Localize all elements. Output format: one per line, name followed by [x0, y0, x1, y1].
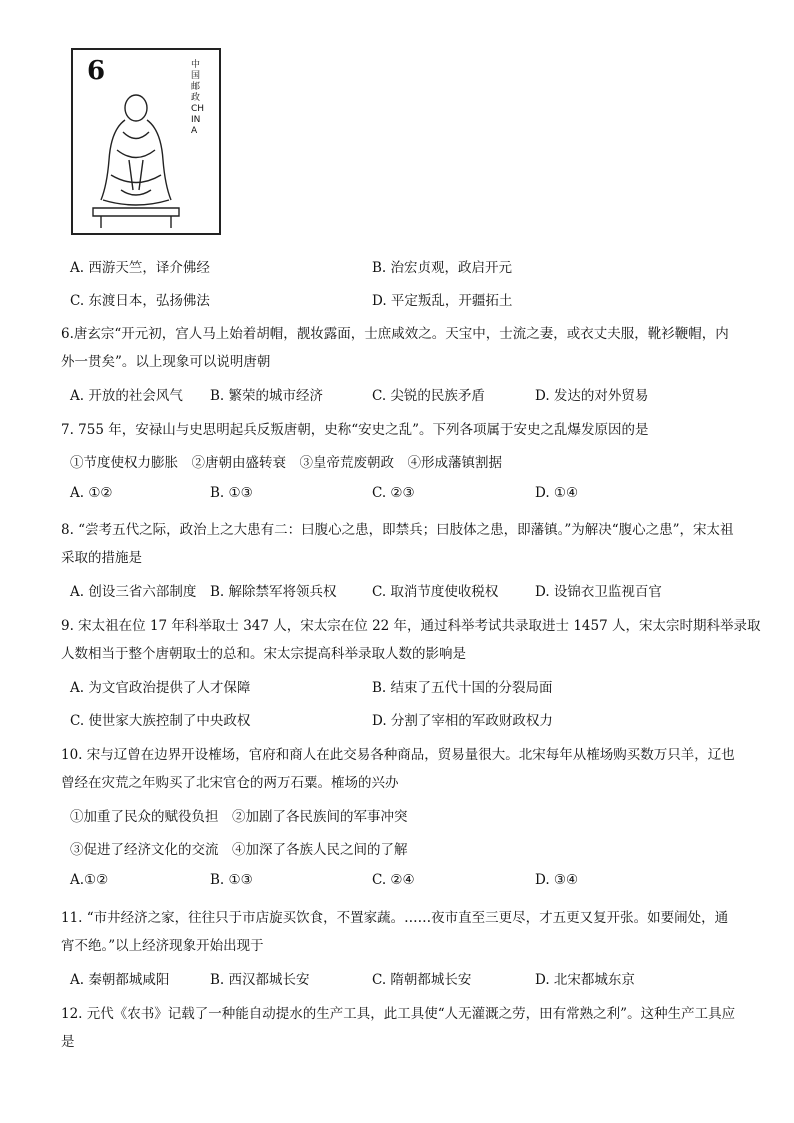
q7-items: ①节度使权力膨胀 ②唐朝由盛转衰 ③皇帝荒废朝政 ④形成藩镇割据: [70, 455, 502, 471]
q6-option-c: C. 尖锐的民族矛盾: [372, 388, 485, 404]
q8-option-d: D. 设锦衣卫监视百官: [535, 584, 662, 600]
q5-option-a: A. 西游天竺，译介佛经: [70, 260, 210, 276]
stamp-image: [71, 48, 221, 235]
q9-option-b: B. 结束了五代十国的分裂局面: [372, 680, 553, 696]
q12-stem-line2: 是: [61, 1034, 75, 1050]
q7-option-d: D. ①④: [535, 485, 579, 501]
q8-stem-line2: 采取的措施是: [61, 550, 142, 566]
q10-stem-line2: 曾经在灾荒之年购买了北宋官仓的两万石粟。榷场的兴办: [61, 775, 399, 791]
q10-items-line1: ①加重了民众的赋役负担 ②加剧了各民族间的军事冲突: [70, 809, 408, 825]
q6-option-d: D. 发达的对外贸易: [535, 388, 649, 404]
stamp-number: 6: [87, 56, 106, 86]
q5-option-c: C. 东渡日本，弘扬佛法: [70, 293, 210, 309]
q11-option-c: C. 隋朝都城长安: [372, 972, 472, 988]
q8-option-c: C. 取消节度使收税权: [372, 584, 499, 600]
q11-option-a: A. 秦朝都城咸阳: [70, 972, 170, 988]
q10-option-c: C. ②④: [372, 872, 415, 888]
q9-option-c: C. 使世家大族控制了中央政权: [70, 713, 251, 729]
q8-stem-line1: 8. “尝考五代之际，政治上之大患有二：曰腹心之患，即禁兵；曰肢体之患，即藩镇。”为解决“腹心之患”，宋太祖: [61, 522, 734, 538]
q9-stem-line2: 人数相当于整个唐朝取士的总和。宋太宗提高科举录取人数的影响是: [61, 646, 466, 662]
q11-option-d: D. 北宋都城东京: [535, 972, 635, 988]
q10-stem-line1: 10. 宋与辽曾在边界开设榷场，官府和商人在此交易各种商品，贸易量很大。北宋每年从榷场购买数万只羊，辽也: [61, 747, 735, 763]
q5-option-b: B. 治宏贞观，政启开元: [372, 260, 513, 276]
q10-option-b: B. ①③: [210, 872, 253, 888]
q12-stem-line1: 12. 元代《农书》记载了一种能自动提水的生产工具，此工具使“人无灌溉之劳，田有常熟之利”。这种生产工具应: [61, 1006, 736, 1022]
q7-option-c: C. ②③: [372, 485, 415, 501]
q10-option-a: A.①②: [70, 872, 109, 888]
q6-option-a: A. 开放的社会风气: [70, 388, 183, 404]
q6-stem-line1: 6.唐玄宗“开元初，宫人马上始着胡帽，靓妆露面，士庶咸效之。天宝中，士流之妻，或衣丈夫服，靴衫鞭帽，内: [61, 326, 729, 342]
q10-option-d: D. ③④: [535, 872, 579, 888]
q8-option-a: A. 创设三省六部制度: [70, 584, 197, 600]
q11-stem-line1: 11. “市井经济之家，往往只于市店旋买饮食，不置家蔬。……夜市直至三更尽，才五更又复开张。如要闹处，通: [61, 910, 729, 926]
q7-stem: 7. 755 年，安禄山与史思明起兵反叛唐朝，史称“安史之乱”。下列各项属于安史之乱爆发原因的是: [61, 422, 649, 438]
q5-option-d: D. 平定叛乱，开疆拓土: [372, 293, 513, 309]
q9-stem-line1: 9. 宋太祖在位 17 年科举取士 347 人，宋太宗在位 22 年，通过科举考试共录取进士 1457 人，宋太宗时期科举录取: [61, 618, 761, 634]
q11-stem-line2: 宵不绝。”以上经济现象开始出现于: [61, 938, 264, 954]
q7-option-a: A. ①②: [70, 485, 113, 501]
q6-option-b: B. 繁荣的城市经济: [210, 388, 324, 404]
q6-stem-line2: 外一贯矣”。以上现象可以说明唐朝: [61, 354, 271, 370]
q8-option-b: B. 解除禁军将领兵权: [210, 584, 337, 600]
stamp-vertical-text: 中国邮政CHINA: [191, 60, 205, 136]
q11-option-b: B. 西汉都城长安: [210, 972, 310, 988]
monk-figure-illustration: [81, 90, 191, 230]
q9-option-d: D. 分割了宰相的军政财政权力: [372, 713, 553, 729]
q10-items-line2: ③促进了经济文化的交流 ④加深了各族人民之间的了解: [70, 842, 408, 858]
q7-option-b: B. ①③: [210, 485, 253, 501]
q9-option-a: A. 为文官政治提供了人才保障: [70, 680, 251, 696]
